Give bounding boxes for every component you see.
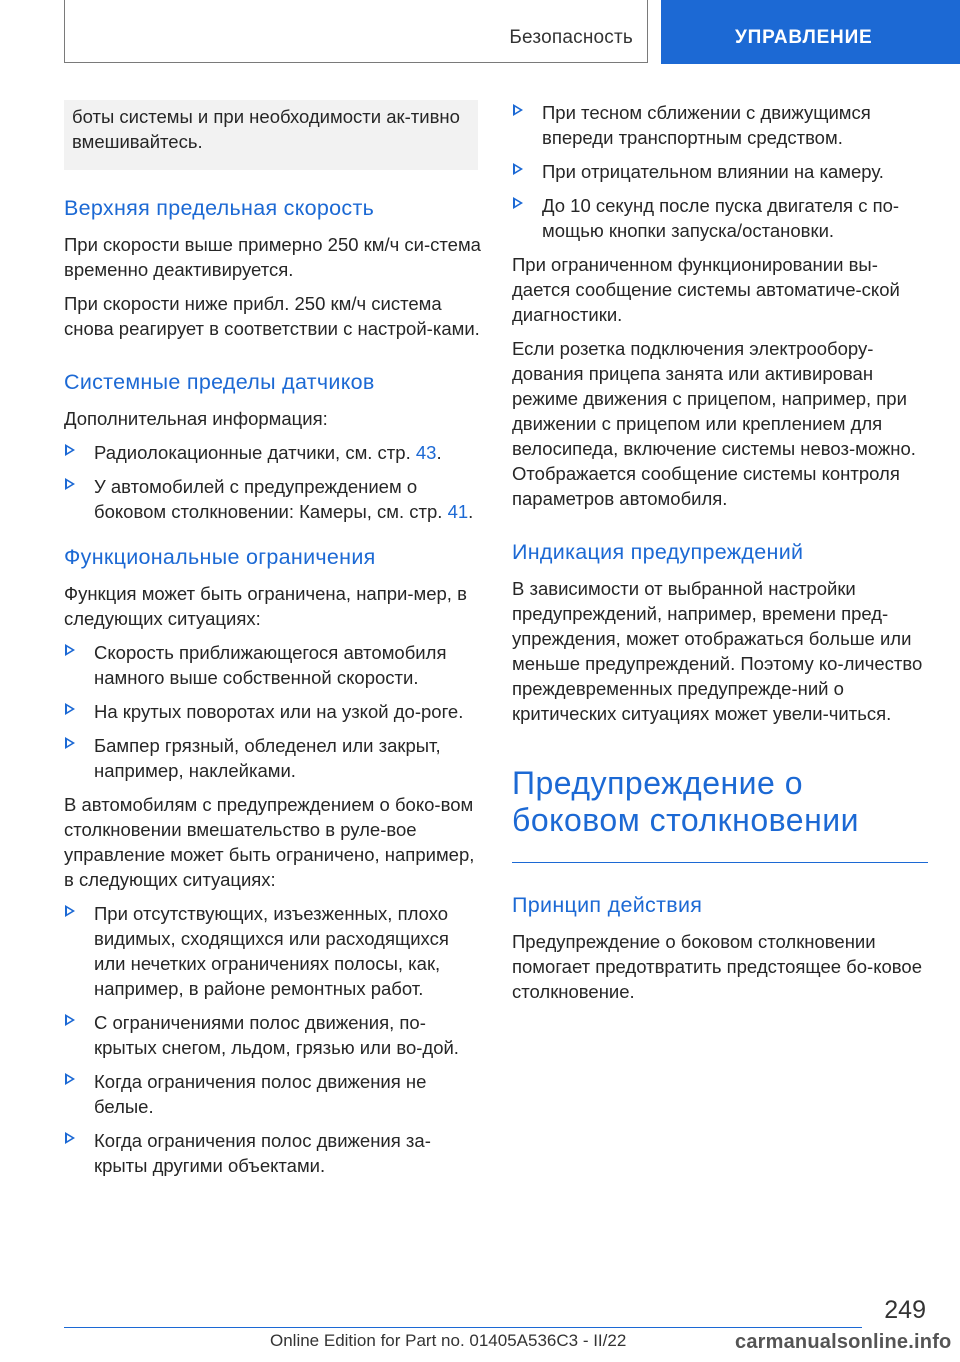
triangle-bullet-icon (65, 478, 75, 490)
footer-divider (64, 1327, 862, 1328)
list-item: Когда ограничения полос движения за-крыты другими объектами. (64, 1128, 482, 1178)
list-item: При тесном сближении с движущимся впереди транспортным средством. (512, 100, 930, 150)
triangle-bullet-icon (65, 1073, 75, 1085)
watermark: carmanualsonline.info (735, 1331, 952, 1353)
heading-warning-indication: Индикация предупреждений (512, 540, 804, 564)
note-text: боты системы и при необходимости ак-тивно вмешивайтесь. (72, 106, 460, 152)
paragraph: При скорости выше примерно 250 км/ч си-стема временно деактивируется. (64, 234, 481, 280)
paragraph: При ограниченном функционировании вы-дается сообщение системы автоматиче-ской диагностики. (512, 254, 900, 325)
list-item: Скорость приближающегося автомобиля намного выше собственной скорости. (64, 640, 482, 690)
bullet-list (64, 640, 482, 783)
list-item: С ограничениями полос движения, по-крытых снегом, льдом, грязью или во-дой. (64, 1010, 482, 1060)
page-link[interactable]: 43 (415, 442, 437, 463)
paragraph: Функция может быть ограничена, напри-мер, в следующих ситуациях: (64, 583, 467, 629)
paragraph: Предупреждение о боковом столкновении помогает предотвратить предстоящее бо-ковое столкновение. (512, 931, 922, 1002)
chapter-tab (661, 0, 960, 64)
section-title: Безопасность (509, 27, 633, 48)
list-item: До 10 секунд после пуска двигателя с по-мощью кнопки запуска/остановки. (512, 193, 930, 243)
list-item: На крутых поворотах или на узкой до-роге. (64, 699, 482, 724)
heading-sensor-limits: Системные пределы датчиков (64, 370, 375, 394)
triangle-bullet-icon (65, 644, 75, 656)
triangle-bullet-icon (513, 163, 523, 175)
heading-operating-principle: Принцип действия (512, 893, 703, 917)
list-item: Бампер грязный, обледенел или закрыт, например, наклейками. (64, 733, 482, 783)
heading-divider (512, 862, 928, 863)
section-tab (64, 0, 648, 63)
triangle-bullet-icon (65, 1132, 75, 1144)
triangle-bullet-icon (513, 104, 523, 116)
heading-functional-limits: Функциональные ограничения (64, 545, 376, 569)
list-item: При отрицательном влиянии на камеру. (512, 159, 930, 184)
paragraph: Дополнительная информация: (64, 408, 328, 429)
left-column (64, 100, 482, 1187)
triangle-bullet-icon (65, 444, 75, 456)
bullet-list (64, 440, 482, 524)
triangle-bullet-icon (65, 703, 75, 715)
list-item: Радиолокационные датчики, см. стр. 43. (64, 440, 482, 465)
chapter-title: УПРАВЛЕНИЕ (735, 27, 873, 48)
paragraph: В автомобилям с предупреждением о боко-вом столкновении вмешательство в руле-вое управление может быть ограничено, например, в следующих ситуациях: (64, 794, 475, 890)
triangle-bullet-icon (65, 905, 75, 917)
bullet-list (512, 100, 930, 243)
page-link[interactable]: 41 (447, 501, 469, 522)
paragraph: В зависимости от выбранной настройки предупреждений, например, времени пред-упреждения, может отображаться больше или меньше предупреждений. Поэтому ко-личество преждевременных предупрежде-ний о критических ситуациях может увели-читься. (512, 578, 923, 724)
note-box (64, 100, 478, 170)
list-item: У автомобилей с предупреждением о боковом столкновении: Камеры, см. стр. 41. (64, 474, 482, 524)
paragraph: При скорости ниже прибл. 250 км/ч система снова реагирует в соответствии с настрой-ками. (64, 293, 480, 339)
heading-upper-speed-limit: Верхняя предельная скорость (64, 196, 375, 220)
triangle-bullet-icon (513, 197, 523, 209)
right-column (512, 100, 930, 1013)
chapter-heading: Предупреждение о боковом столкновении (512, 765, 859, 838)
paragraph: Если розетка подключения электрообору-дования прицепа занята или активирован режиме движения с прицепом, например, при движении с прицепом или креплением для велосипеда, включение системы невоз-можно. Отображается сообщение системы контроля параметров автомобиля. (512, 338, 916, 509)
bullet-list (64, 901, 482, 1178)
triangle-bullet-icon (65, 1014, 75, 1026)
edition-text: Online Edition for Part no. 01405A536C3 - II/22 (270, 1331, 627, 1350)
list-item: Когда ограничения полос движения не белые. (64, 1069, 482, 1119)
list-item: При отсутствующих, изъезженных, плохо видимых, сходящихся или расходящихся или нечетких ограничениях полосы, как, например, в районе ремонтных работ. (64, 901, 482, 1001)
page-number: 249 (884, 1296, 926, 1324)
triangle-bullet-icon (65, 737, 75, 749)
page-header (0, 0, 960, 64)
